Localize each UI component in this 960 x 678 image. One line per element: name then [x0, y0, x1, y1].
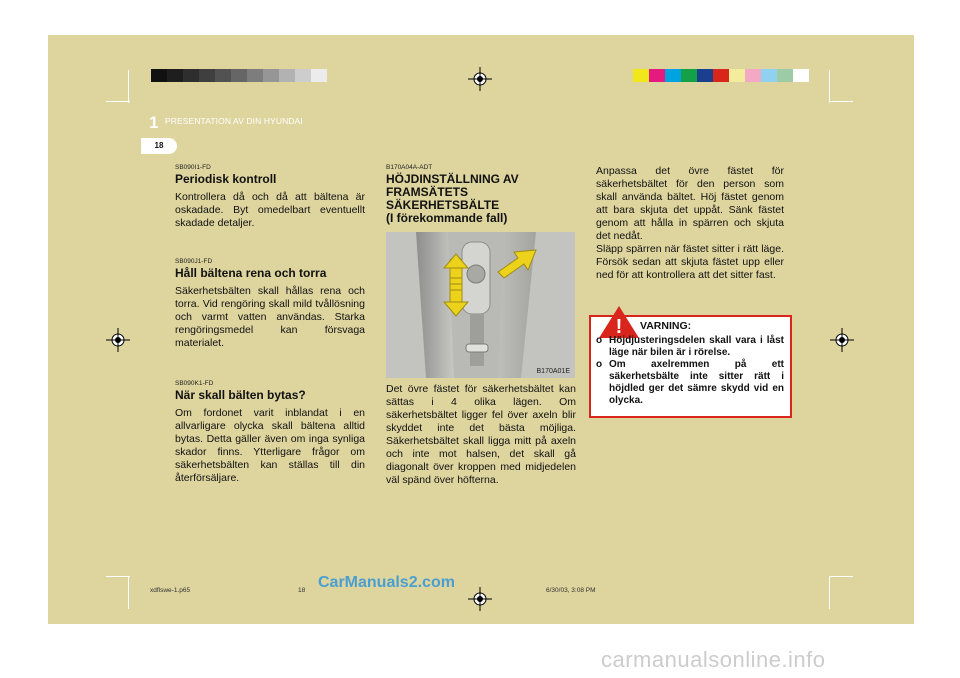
color-calibration-bar — [633, 69, 809, 82]
section-body: Säkerhetsbälten skall hållas rena och torra. Vid rengöring skall mild tvållösning och varmt vatten användas. Starka rengöringsmedel kan försvaga materialet. — [175, 285, 365, 349]
column-middle-body — [386, 383, 576, 487]
color-swatch — [279, 69, 295, 82]
color-swatch — [231, 69, 247, 82]
bullet: o — [596, 359, 603, 370]
bullet: o — [596, 335, 603, 346]
section-heading: När skall bälten bytas? — [175, 388, 306, 402]
footer-filename: xdflswe-1.p65 — [150, 587, 191, 594]
section-body: Om fordonet varit inblandat i en allvarligare olycka skall bältena alltid bytas. Detta gäller även om inga synliga skador finns. Ytterligare frågor om säkerhetsbälten kan ställas till din återförsäljare. — [175, 407, 365, 484]
chapter-title: PRESENTATION AV DIN HYUNDAI — [165, 116, 303, 126]
color-swatch — [681, 69, 697, 82]
footer-page: 18 — [298, 587, 306, 594]
color-swatch — [167, 69, 183, 82]
registration-mark-icon — [468, 67, 492, 91]
column-middle — [386, 164, 576, 230]
section-heading: Periodisk kontroll — [175, 172, 277, 186]
adjust-instructions: Anpassa det övre fästet för säkerhetsbältet för den person som skall använda bältet. Höj fästet genom att bara skjuta det uppåt. Sänk fästet genom att hålla in spärren och skjuta det nedåt. — [596, 165, 784, 242]
color-swatch — [793, 69, 809, 82]
color-swatch — [713, 69, 729, 82]
color-swatch — [745, 69, 761, 82]
color-swatch — [697, 69, 713, 82]
color-swatch — [151, 69, 167, 82]
seatbelt-illustration — [386, 232, 575, 378]
color-swatch — [215, 69, 231, 82]
warning-item: o Höjdjusteringsdelen skall vara i låst läge när bilen är i rörelse. — [596, 335, 784, 358]
watermark-bottom: carmanualsonline.info — [601, 647, 826, 672]
seatbelt-height-adjuster-photo — [386, 232, 575, 378]
color-swatch — [729, 69, 745, 82]
release-instructions: Släpp spärren när fästet sitter i rätt läge. Försök sedan att skjuta fästet upp eller ned för att kontrollera att det sitter fast. — [596, 243, 784, 281]
color-swatch — [665, 69, 681, 82]
watermark-site: CarManuals2.com — [318, 574, 455, 591]
warning-triangle-icon — [598, 305, 640, 339]
section-periodic-check — [175, 164, 365, 230]
warning-item: o Om axelremmen på ett säkerhetsbälte inte sitter rätt i höjdled ger det sämre skydd vid en olycka. — [596, 359, 784, 406]
color-swatch — [295, 69, 311, 82]
color-swatch — [263, 69, 279, 82]
color-swatch — [199, 69, 215, 82]
gray-color-bar — [151, 69, 327, 82]
color-swatch — [247, 69, 263, 82]
svg-text:!: ! — [615, 316, 623, 338]
section-heading: Håll bältena rena och torra — [175, 266, 327, 280]
chapter-number: 1 — [149, 113, 159, 132]
section-code: SB090K1-FD — [175, 380, 214, 387]
warning-title: VARNING: — [640, 320, 692, 332]
section-body: Det övre fästet för säkerhetsbältet kan sättas i 4 olika lägen. Om säkerhetsbältet ligger fel över axeln blir skyddet inte det bästa möjliga. Säkerhetsbältet skall ligga mitt på axeln och inte mot halsen, det skall gå diagonalt över kroppen med midjedelen väl spänd över höfterna. — [386, 383, 576, 486]
footer-timestamp: 6/30/03, 3:08 PM — [546, 587, 596, 594]
registration-mark-icon — [106, 328, 130, 352]
page-number-tab: 18 — [141, 138, 177, 154]
color-swatch — [311, 69, 327, 82]
color-swatch — [777, 69, 793, 82]
color-swatch — [633, 69, 649, 82]
section-heading: HÖJDINSTÄLLNING AV FRAMSÄTETS SÄKERHETSBÄLTE (I förekommande fall) — [386, 172, 519, 225]
color-swatch — [649, 69, 665, 82]
registration-mark-icon — [468, 587, 492, 611]
section-code: SB090I1-FD — [175, 164, 211, 171]
section-code: B170A04A-ADT — [386, 164, 433, 171]
image-caption: B170A01E — [536, 368, 570, 375]
section-code: SB090J1-FD — [175, 258, 213, 265]
column-right — [596, 165, 784, 282]
section-replace-belts — [175, 380, 365, 485]
color-swatch — [761, 69, 777, 82]
column-left — [175, 164, 365, 484]
registration-mark-icon — [830, 328, 854, 352]
section-keep-clean — [175, 258, 365, 350]
color-swatch — [183, 69, 199, 82]
section-body: Kontrollera då och då att bältena är oskadade. Byt omedelbart eventuellt skadade detaljer. — [175, 191, 365, 229]
